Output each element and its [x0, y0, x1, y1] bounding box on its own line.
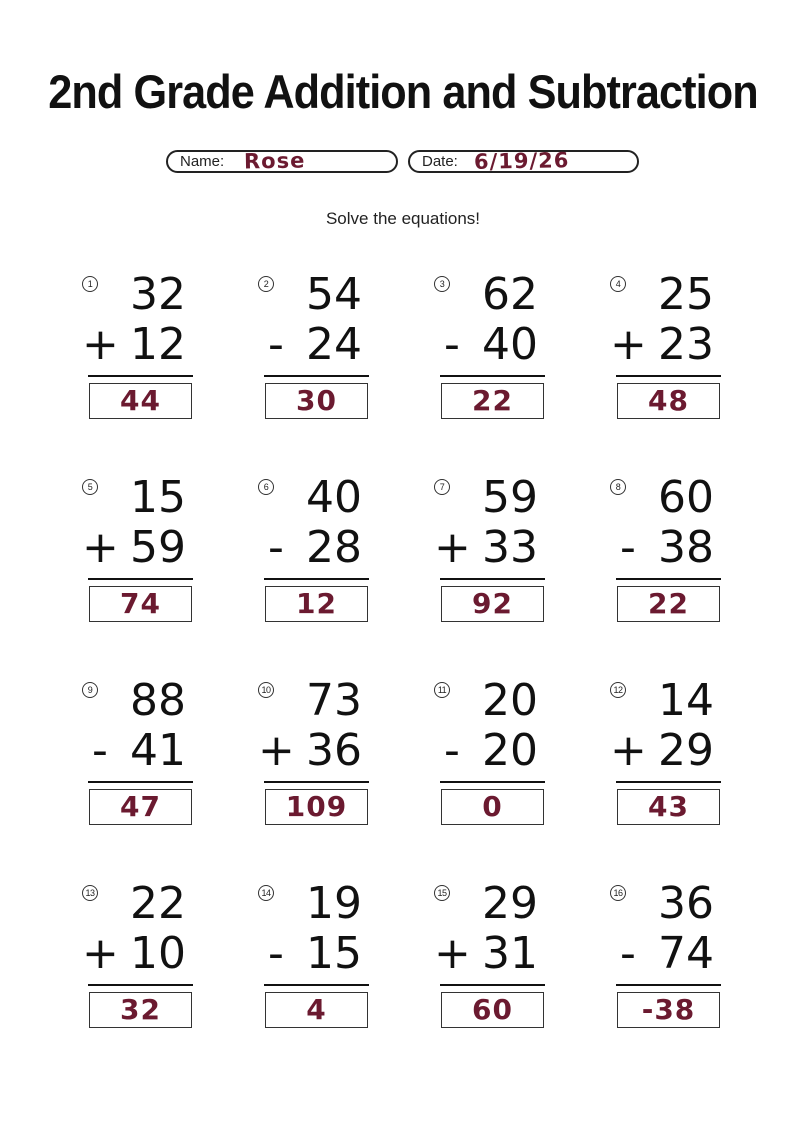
answer: -38 [641, 993, 696, 1026]
answer-box[interactable] [265, 992, 368, 1028]
problem-number: 14 [258, 885, 274, 901]
answer: 22 [648, 587, 689, 620]
sum-line [616, 984, 721, 986]
top-number: 73 [306, 675, 362, 726]
answer: 4 [306, 993, 327, 1026]
name-value: Rose [243, 148, 306, 174]
answer-box[interactable] [617, 586, 720, 622]
sum-line [616, 578, 721, 580]
problem-number: 13 [82, 885, 98, 901]
date-value: 6/19/26 [473, 148, 570, 174]
answer-box[interactable] [89, 992, 192, 1028]
problem-number: 7 [434, 479, 450, 495]
bottom-number: 20 [482, 725, 538, 776]
bottom-number: 40 [482, 319, 538, 370]
problem-3 [432, 270, 552, 440]
problem-7 [432, 473, 552, 643]
answer-box[interactable] [89, 789, 192, 825]
bottom-number: 12 [130, 319, 186, 370]
answer: 44 [120, 384, 161, 417]
top-number: 29 [482, 878, 538, 929]
problem-number: 10 [258, 682, 274, 698]
top-number: 19 [306, 878, 362, 929]
worksheet-title: 2nd Grade Addition and Subtraction [48, 65, 758, 118]
answer-box[interactable] [441, 586, 544, 622]
operator: - [92, 725, 108, 776]
operator: + [434, 522, 471, 573]
problem-10 [256, 676, 376, 846]
date-label: Date: [422, 153, 458, 170]
sum-line [616, 375, 721, 377]
operator: + [258, 725, 295, 776]
answer-box[interactable] [265, 383, 368, 419]
bottom-number: 74 [658, 928, 714, 979]
bottom-number: 59 [130, 522, 186, 573]
answer-box[interactable] [89, 586, 192, 622]
problem-1 [80, 270, 200, 440]
problem-number: 16 [610, 885, 626, 901]
problem-11 [432, 676, 552, 846]
problem-number: 15 [434, 885, 450, 901]
sum-line [440, 984, 545, 986]
answer-box[interactable] [265, 789, 368, 825]
top-number: 59 [482, 472, 538, 523]
answer: 30 [296, 384, 337, 417]
answer: 32 [120, 993, 161, 1026]
operator: - [620, 522, 636, 573]
problem-6 [256, 473, 376, 643]
top-number: 32 [130, 269, 186, 320]
operator: - [268, 522, 284, 573]
answer: 74 [120, 587, 161, 620]
top-number: 60 [658, 472, 714, 523]
operator: - [444, 319, 460, 370]
bottom-number: 38 [658, 522, 714, 573]
answer: 92 [472, 587, 513, 620]
answer: 12 [296, 587, 337, 620]
name-label: Name: [180, 153, 225, 170]
bottom-number: 28 [306, 522, 362, 573]
operator: + [610, 319, 647, 370]
date-field[interactable] [408, 150, 639, 173]
bottom-number: 36 [306, 725, 362, 776]
answer: 43 [648, 790, 689, 823]
problem-number: 5 [82, 479, 98, 495]
top-number: 54 [306, 269, 362, 320]
answer-box[interactable] [265, 586, 368, 622]
top-number: 40 [306, 472, 362, 523]
bottom-number: 24 [306, 319, 362, 370]
sum-line [88, 578, 193, 580]
answer-box[interactable] [441, 383, 544, 419]
bottom-number: 41 [130, 725, 186, 776]
operator: + [610, 725, 647, 776]
operator: + [82, 319, 119, 370]
sum-line [88, 984, 193, 986]
sum-line [88, 781, 193, 783]
top-number: 14 [658, 675, 714, 726]
top-number: 25 [658, 269, 714, 320]
top-number: 22 [130, 878, 186, 929]
answer: 47 [120, 790, 161, 823]
problem-13 [80, 879, 200, 1049]
bottom-number: 10 [130, 928, 186, 979]
problem-number: 3 [434, 276, 450, 292]
operator: + [82, 928, 119, 979]
operator: - [268, 928, 284, 979]
answer: 48 [648, 384, 689, 417]
problem-5 [80, 473, 200, 643]
top-number: 36 [658, 878, 714, 929]
bottom-number: 23 [658, 319, 714, 370]
sum-line [264, 984, 369, 986]
problem-12 [608, 676, 728, 846]
top-number: 20 [482, 675, 538, 726]
answer: 109 [285, 790, 348, 823]
bottom-number: 29 [658, 725, 714, 776]
answer: 0 [482, 790, 503, 823]
problem-15 [432, 879, 552, 1049]
answer-box[interactable] [617, 789, 720, 825]
sum-line [616, 781, 721, 783]
top-number: 88 [130, 675, 186, 726]
top-number: 62 [482, 269, 538, 320]
sum-line [440, 578, 545, 580]
operator: + [82, 522, 119, 573]
answer: 22 [472, 384, 513, 417]
sum-line [264, 781, 369, 783]
sum-line [440, 781, 545, 783]
problem-number: 9 [82, 682, 98, 698]
problem-number: 11 [434, 682, 450, 698]
problem-number: 6 [258, 479, 274, 495]
problem-number: 2 [258, 276, 274, 292]
instructions: Solve the equations! [325, 209, 481, 228]
answer-box[interactable] [617, 383, 720, 419]
answer-box[interactable] [441, 789, 544, 825]
answer-box[interactable] [89, 383, 192, 419]
sum-line [264, 375, 369, 377]
answer: 60 [472, 993, 513, 1026]
problem-4 [608, 270, 728, 440]
problem-number: 12 [610, 682, 626, 698]
bottom-number: 31 [482, 928, 538, 979]
problem-14 [256, 879, 376, 1049]
bottom-number: 15 [306, 928, 362, 979]
problem-number: 1 [82, 276, 98, 292]
problem-8 [608, 473, 728, 643]
name-field[interactable] [166, 150, 398, 173]
problem-2 [256, 270, 376, 440]
problem-number: 8 [610, 479, 626, 495]
operator: - [444, 725, 460, 776]
operator: + [434, 928, 471, 979]
sum-line [88, 375, 193, 377]
sum-line [440, 375, 545, 377]
problem-16 [608, 879, 728, 1049]
operator: - [620, 928, 636, 979]
operator: - [268, 319, 284, 370]
answer-box[interactable] [617, 992, 720, 1028]
bottom-number: 33 [482, 522, 538, 573]
answer-box[interactable] [441, 992, 544, 1028]
problem-number: 4 [610, 276, 626, 292]
sum-line [264, 578, 369, 580]
top-number: 15 [130, 472, 186, 523]
problem-9 [80, 676, 200, 846]
